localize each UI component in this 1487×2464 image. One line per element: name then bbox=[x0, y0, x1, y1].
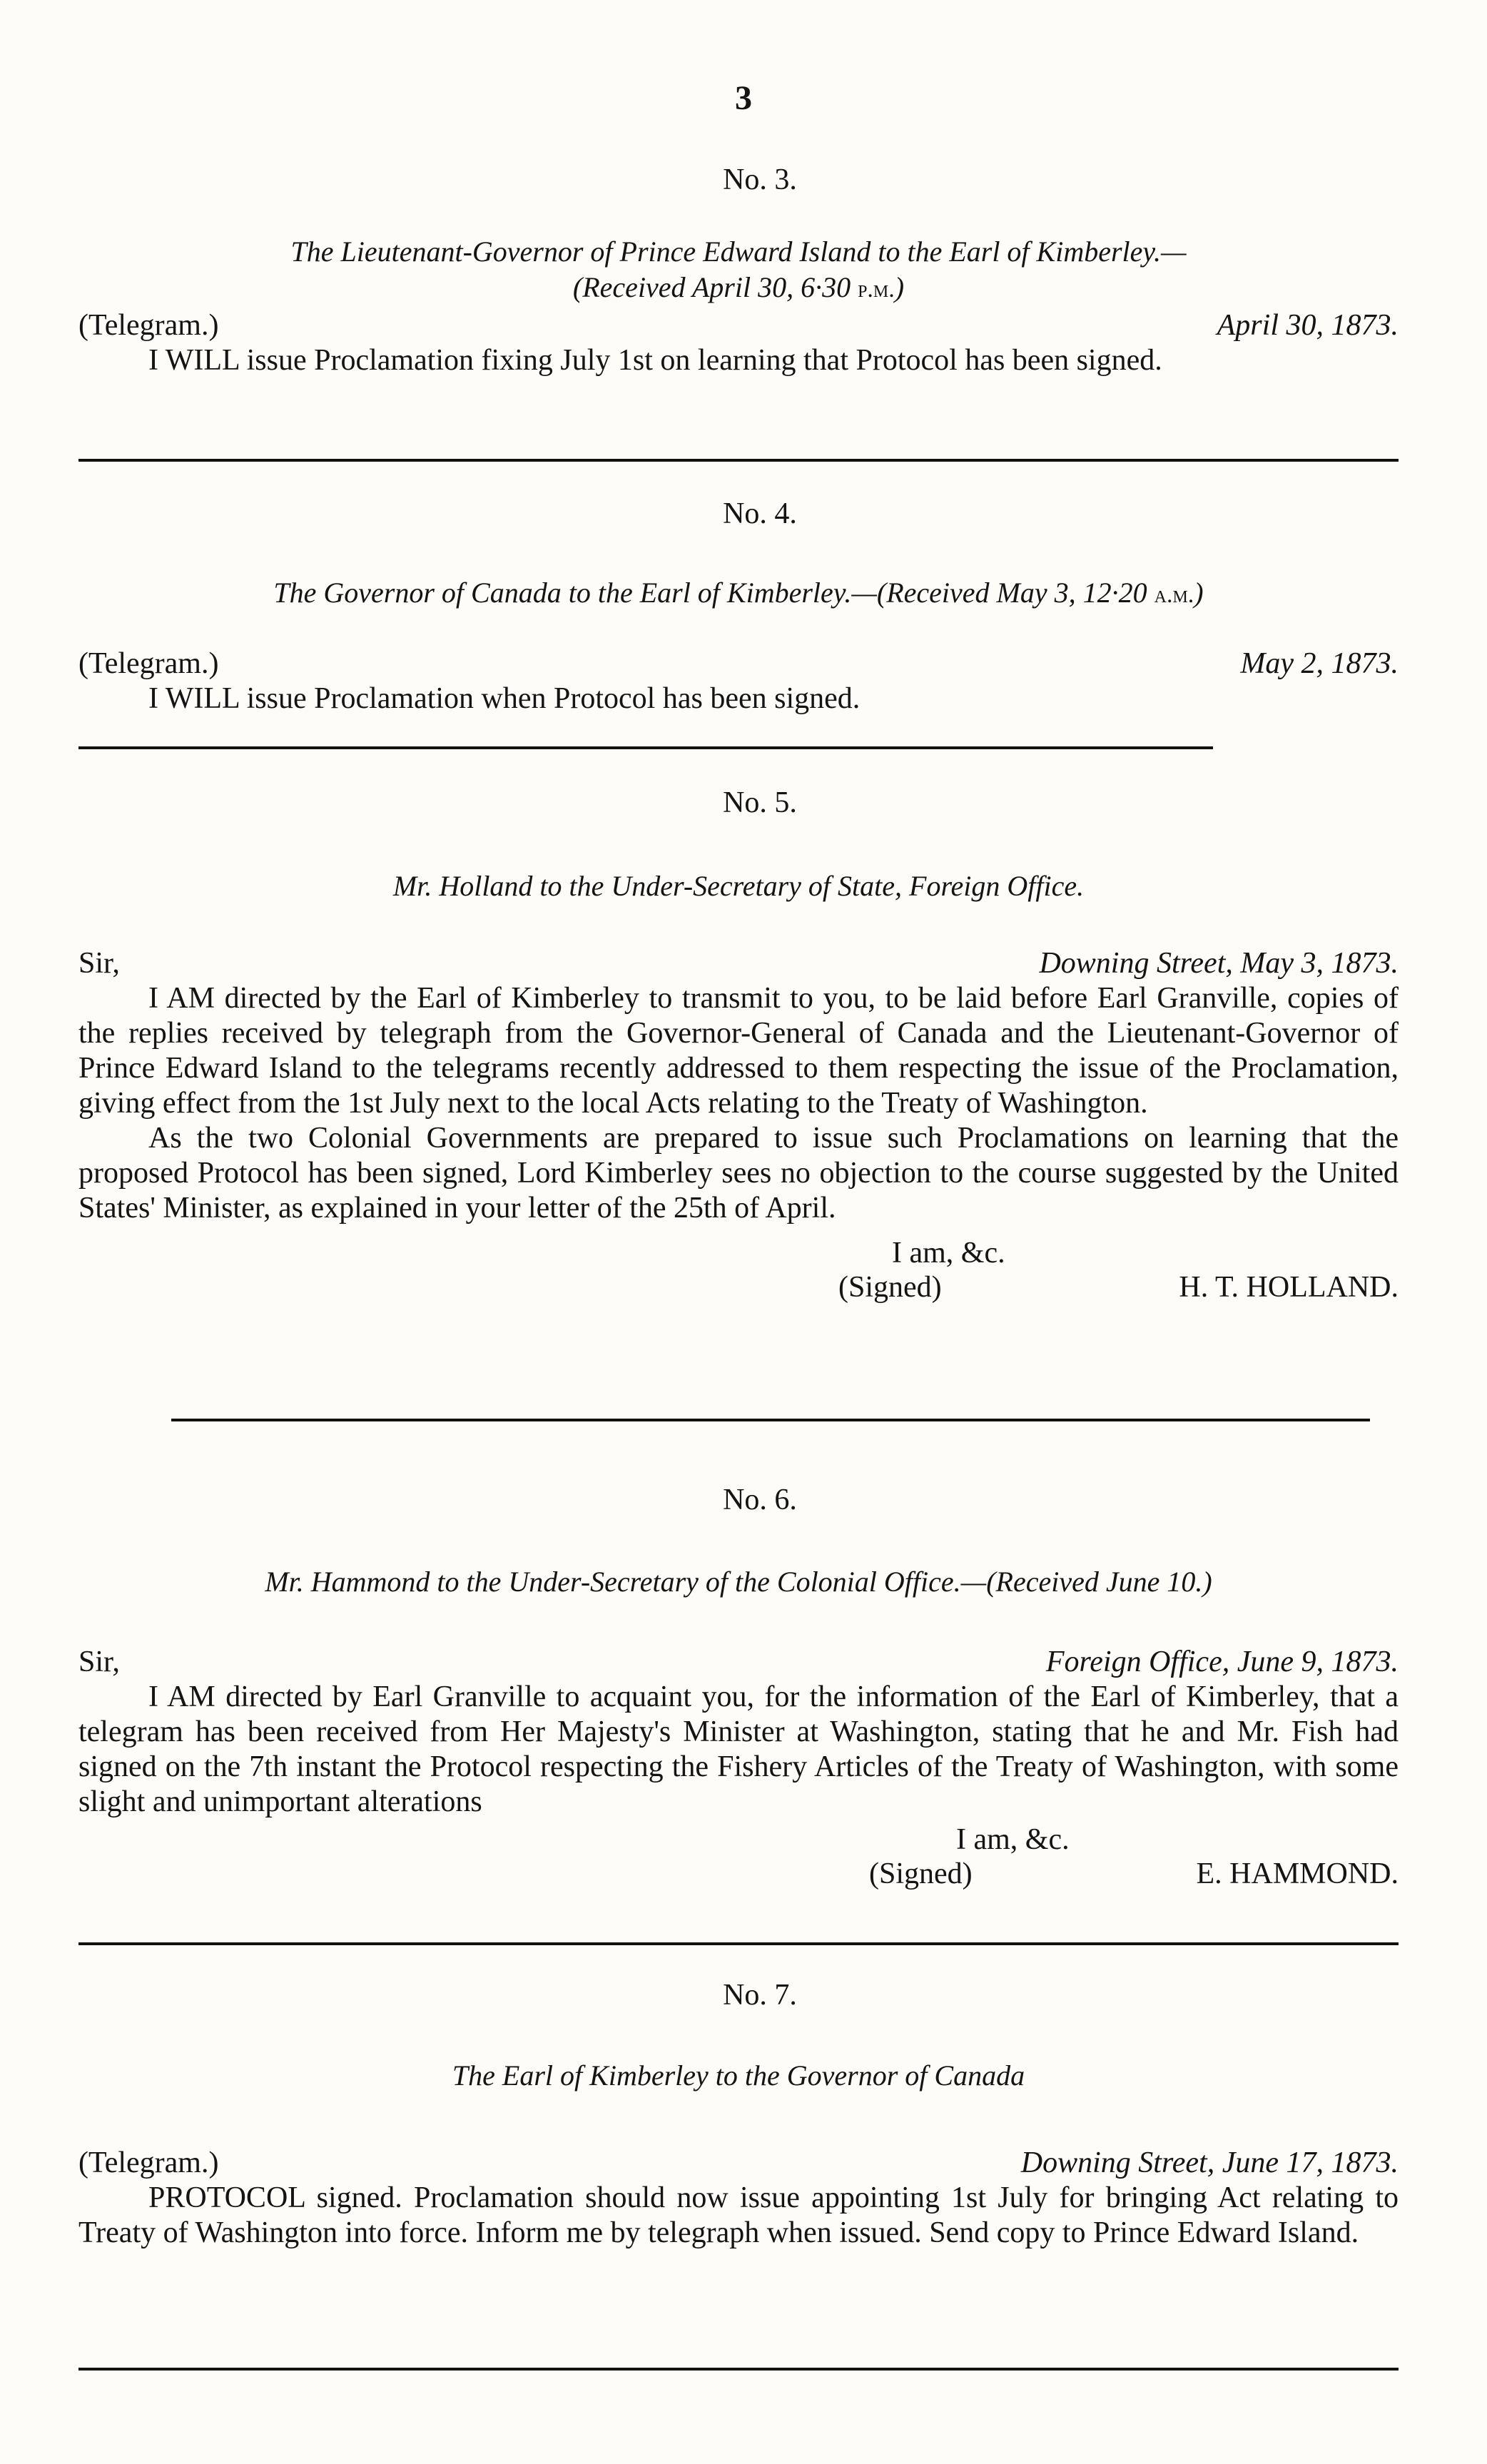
section-divider bbox=[78, 746, 1213, 749]
heading-time-suffix: p.m. bbox=[858, 276, 895, 303]
heading-close: ) bbox=[894, 271, 905, 303]
closing bbox=[78, 1236, 1399, 1270]
section-divider bbox=[78, 1942, 1399, 1945]
dateline bbox=[78, 1644, 1399, 1680]
section-heading bbox=[78, 575, 1399, 613]
closing bbox=[78, 1822, 1399, 1857]
signed-label: (Signed) bbox=[869, 1857, 973, 1890]
section-heading bbox=[78, 234, 1399, 308]
telegram-label: (Telegram.) bbox=[78, 2146, 219, 2179]
place-date: Downing Street, June 17, 1873. bbox=[1020, 2146, 1399, 2179]
date: May 2, 1873. bbox=[1240, 647, 1399, 680]
section-number: No. 5. bbox=[723, 786, 797, 819]
section-no-3 bbox=[78, 158, 1399, 378]
section-number: No. 4. bbox=[723, 497, 797, 530]
signer-name: E. HAMMOND. bbox=[1196, 1857, 1399, 1890]
closing-text: I am, &c. bbox=[956, 1823, 1070, 1856]
page-number: 3 bbox=[735, 79, 752, 117]
section-no-5 bbox=[78, 781, 1399, 1304]
dateline bbox=[78, 945, 1399, 981]
telegram-label: (Telegram.) bbox=[78, 309, 219, 342]
heading-time-suffix: a.m. bbox=[1154, 582, 1194, 608]
heading-received: (Received April 30, 6·30 bbox=[572, 271, 858, 303]
section-heading: Mr. Holland to the Under-Secretary of State, Foreign Office. bbox=[392, 870, 1085, 902]
dateline bbox=[78, 646, 1399, 681]
section-no-7 bbox=[78, 1974, 1399, 2251]
body-text: I WILL issue Proclamation fixing July 1st on learning that Protocol has been signed. bbox=[148, 344, 1162, 377]
section-heading: Mr. Hammond to the Under-Secretary of the Colonial Office.—(Received June 10.) bbox=[265, 1566, 1212, 1598]
section-divider bbox=[78, 459, 1399, 462]
body-text: PROTOCOL signed. Proclamation should now issue appointing 1st July for bringing Act relating to Treaty of Washington into force. Inform me by telegraph when issued. Send copy to Prince Edward Island. bbox=[78, 2181, 1399, 2249]
section-number: No. 6. bbox=[723, 1484, 797, 1516]
section-divider bbox=[171, 1419, 1370, 1421]
dateline bbox=[78, 308, 1399, 343]
heading-line bbox=[78, 270, 1399, 308]
section-heading: The Earl of Kimberley to the Governor of Canada bbox=[452, 2059, 1025, 2092]
section-no-6 bbox=[78, 1479, 1399, 1891]
section-no-4 bbox=[78, 492, 1399, 716]
section-number: No. 7. bbox=[723, 1979, 797, 2012]
heading-text: The Governor of Canada to the Earl of Kimberley.—(Received May 3, 12·20 bbox=[273, 577, 1154, 609]
signature bbox=[78, 1270, 1399, 1304]
signer-name: H. T. HOLLAND. bbox=[1179, 1271, 1399, 1304]
body-paragraph: I AM directed by the Earl of Kimberley to transmit to you, to be laid before Earl Granville, copies of the replies received by telegraph from the Governor-General of Canada and the Lieutenant-Governor of Prince Edward Island to the telegrams recently addressed to them respecting the issue of the Proclamation, giving effect from the 1st July next to the local Acts relating to the Treaty of Washington. bbox=[78, 982, 1399, 1120]
place-date: Downing Street, May 3, 1873. bbox=[1039, 947, 1399, 980]
place-date: Foreign Office, June 9, 1873. bbox=[1045, 1646, 1399, 1678]
signature bbox=[78, 1857, 1399, 1891]
dateline bbox=[78, 2145, 1399, 2181]
section-divider bbox=[78, 2368, 1399, 2371]
body-paragraph: As the two Colonial Governments are prepared to issue such Proclamations on learning that the proposed Protocol has been signed, Lord Kimberley sees no objection to the course suggested by the United States' Minister, as explained in your letter of the 25th of April. bbox=[78, 1122, 1399, 1225]
signed-label: (Signed) bbox=[838, 1271, 942, 1304]
body-text: I WILL issue Proclamation when Protocol has been signed. bbox=[148, 682, 861, 715]
salutation: Sir, bbox=[78, 947, 120, 980]
date: April 30, 1873. bbox=[1217, 309, 1399, 342]
heading-close: ) bbox=[1194, 577, 1204, 609]
heading-line: The Lieutenant-Governor of Prince Edward Island to the Earl of Kimberley.— bbox=[290, 235, 1187, 268]
salutation: Sir, bbox=[78, 1646, 120, 1678]
telegram-label: (Telegram.) bbox=[78, 647, 219, 680]
body-paragraph: I AM directed by Earl Granville to acquaint you, for the information of the Earl of Kimberley, that a telegram has been received from Her Majesty's Minister at Washington, stating that he and Mr. Fish had signed on the 7th instant the Protocol respecting the Fishery Articles of the Treaty of Washington, with some slight and unimportant alterations bbox=[78, 1680, 1399, 1818]
section-number: No. 3. bbox=[723, 163, 797, 196]
closing-text: I am, &c. bbox=[892, 1237, 1005, 1269]
